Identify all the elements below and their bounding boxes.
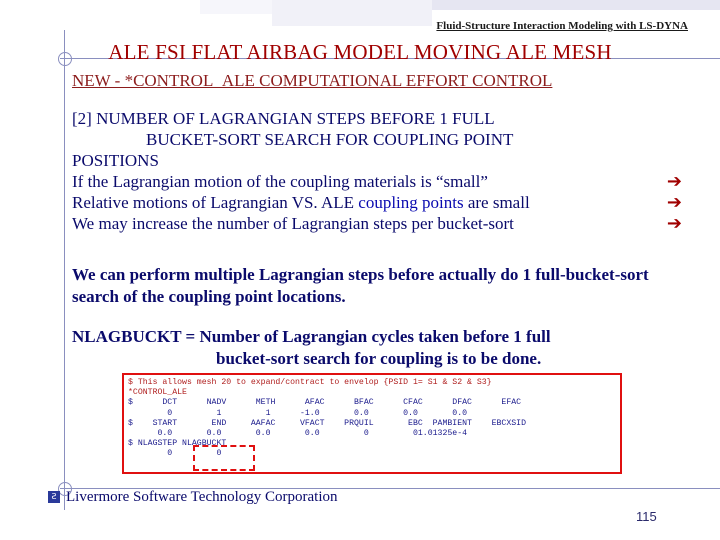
bullet-row	[72, 192, 682, 213]
bullet-text: Relative motions of Lagrangian VS. ALE coupling points are small	[72, 193, 530, 212]
right-arrow-icon: ➔	[666, 171, 682, 192]
bullet-row	[72, 171, 682, 192]
slide-subtitle	[72, 71, 552, 91]
explanation-paragraph: We can perform multiple Lagrangian steps before actually do 1 full-bucket-sort search of the coupling point locations.	[72, 265, 649, 306]
bullet-highlight: coupling points	[358, 193, 464, 212]
code-line: *CONTROL_ALE	[128, 388, 187, 398]
header-decoration-strip	[432, 0, 720, 10]
bullet-text: If the Lagrangian motion of the coupling materials is “small”	[72, 172, 488, 191]
subtitle-suffix: COMPUTATIONAL EFFORT CONTROL	[254, 71, 553, 90]
code-line: $ DCT NADV METH AFAC BFAC CFAC DFAC EFAC	[128, 398, 522, 408]
code-line: 0.0 0.0 0.0 0.0 0 01.01325e-4	[128, 428, 468, 438]
nlagbuckt-definition	[72, 326, 672, 370]
slide-title: ALE FSI FLAT AIRBAG MODEL MOVING ALE MESH	[108, 40, 612, 64]
code-line: 0 1 1 -1.0 0.0 0.0 0.0	[128, 408, 468, 418]
code-line: 0 0	[128, 449, 222, 459]
code-line: $ START END AAFAC VFACT PRQUIL EBC PAMBIENT EBCXSID	[128, 418, 526, 428]
footer-company: Livermore Software Technology Corporation	[66, 489, 338, 505]
left-rule	[64, 30, 65, 510]
subtitle-prefix: NEW -	[72, 71, 125, 90]
header-decoration-block	[200, 0, 272, 14]
section-nlagbuckt	[72, 108, 682, 234]
section-heading-line-2: BUCKET-SORT SEARCH FOR COUPLING POINT	[146, 130, 514, 149]
subtitle-keyword: *CONTROL_ALE	[124, 71, 255, 90]
code-line: $ This allows mesh 20 to expand/contract to envelop {PSID 1= S1 & S2 & S3}	[128, 378, 492, 387]
definition-line-2: bucket-sort search for coupling is to be done.	[216, 349, 542, 368]
right-arrow-icon: ➔	[666, 213, 682, 234]
nlagbuckt-highlight-box	[193, 445, 255, 471]
lstc-logo-icon: Ƨ	[48, 491, 60, 503]
right-arrow-icon: ➔	[666, 192, 682, 213]
section-heading-line-3: POSITIONS	[72, 151, 159, 170]
bullet-row	[72, 213, 682, 234]
section-heading-line-1: [2] NUMBER OF LAGRANGIAN STEPS BEFORE 1 FULL	[72, 109, 495, 128]
definition-line-1: NLAGBUCKT = Number of Lagrangian cycles taken before 1 full	[72, 327, 551, 346]
code-line: $ NLAGSTEP NLAGBUCKT	[128, 439, 227, 449]
page-number: 115	[636, 509, 657, 524]
header-decoration-block	[272, 0, 432, 26]
slide-header: Fluid-Structure Interaction Modeling with LS-DYNA	[436, 20, 688, 32]
bullet-text: We may increase the number of Lagrangian steps per bucket-sort	[72, 214, 514, 233]
keyword-code-box	[122, 373, 622, 474]
